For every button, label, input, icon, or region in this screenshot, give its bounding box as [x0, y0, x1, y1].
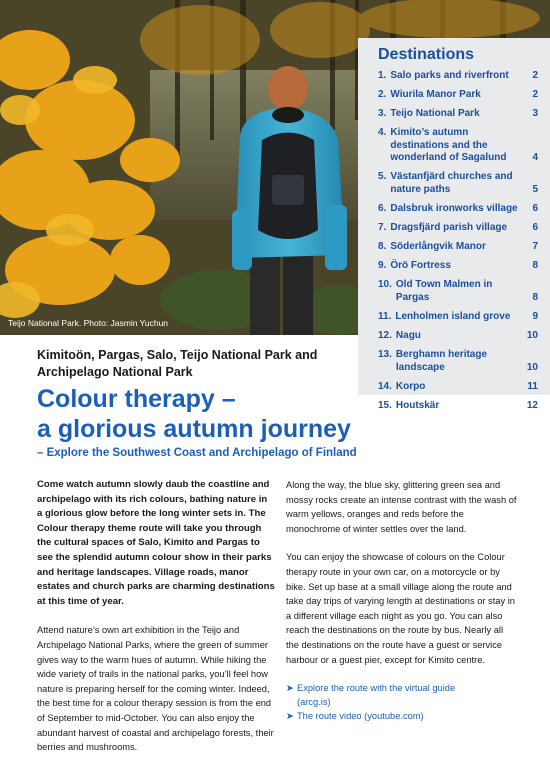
destination-item[interactable]: 7. Dragsfjärd parish village 6 [378, 222, 538, 234]
destination-item[interactable]: 4. Kimito’s autumn destinations and the wonderland of Sagalund 4 [378, 127, 538, 164]
destination-item[interactable]: 8. Söderlångvik Manor 7 [378, 241, 538, 253]
virtual-guide-link[interactable]: ➤ Explore the route with the virtual guide (arcg.is) [286, 683, 456, 708]
destinations-heading: Destinations [378, 46, 475, 63]
title-line-1: Colour therapy – [37, 385, 236, 413]
destinations-box [358, 38, 550, 411]
body-paragraph: Attend nature’s own art exhibition in the Teijo and Archipelago National Parks, where the green of summer gives way to the warm hues of autumn. While hiking the wide variety of trails in the national parks, you’ll feel how nature is preparing herself for the coming winter. Indeed, the best time for a colour therapy session is from the end of September to mid-October. You can also enjoy the abundant harvest of coastal and archipelago forests, their berries and mushrooms. [37, 625, 274, 753]
destination-item[interactable]: 13. Berghamn heritage landscape 10 [378, 349, 538, 373]
route-video-link[interactable]: ➤ The route video (youtube.com) [286, 711, 424, 722]
tagline: – Explore the Southwest Coast and Archipelago of Finland [37, 447, 357, 459]
destination-item[interactable]: 12. Nagu 10 [378, 330, 538, 342]
destination-item[interactable]: 2. Wiurila Manor Park 2 [378, 89, 538, 101]
destination-item[interactable]: 14. Korpo 11 [378, 380, 538, 392]
right-column [286, 478, 518, 723]
destination-item[interactable]: 3. Teijo National Park 3 [378, 108, 538, 120]
body-paragraph: Along the way, the blue sky, glittering green sea and mossy rocks create an intense contrast with the wash of warm yellows, oranges and reds before the monochrome of winter settles over the land. [286, 480, 517, 534]
body-paragraph: You can enjoy the showcase of colours on the Colour therapy route in your own car, on a motorcycle or by bike. Set up base at a small village along the route and take day trips of varying length at destinations or stay in a different village each night as you go. You can also reach the destinations on the route by bus. Nearly all the destinations on the route have a guest or service harbour or a guest pier, except for Kimito centre. [286, 552, 515, 665]
destination-item[interactable]: 15. Houtskär 12 [378, 399, 538, 411]
destinations-list [378, 70, 538, 412]
arrow-right-icon: ➤ [286, 683, 294, 694]
left-column [37, 478, 275, 769]
destination-item[interactable]: 9. Örö Fortress 8 [378, 260, 538, 272]
arrow-right-icon: ➤ [286, 711, 294, 722]
destination-item[interactable]: 6. Dalsbruk ironworks village 6 [378, 202, 538, 214]
title-line-2: a glorious autumn journey [37, 415, 351, 443]
destination-item[interactable]: 5. Västanfjärd churches and nature paths 5 [378, 171, 538, 195]
destination-item[interactable]: 11. Lenholmen island grove 9 [378, 310, 538, 322]
destination-item[interactable]: 10. Old Town Malmen in Pargas 8 [378, 279, 538, 303]
destination-item[interactable]: 1. Salo parks and riverfront 2 [378, 70, 538, 81]
locations-subtitle: Kimitoön, Pargas, Salo, Teijo National Park and Archipelago National Park [37, 348, 318, 379]
photo-caption: Teijo National Park. Photo: Jasmin Yuchun [8, 318, 169, 328]
link-list [286, 681, 518, 723]
page-title [37, 384, 351, 444]
intro-paragraph: Come watch autumn slowly daub the coastline and archipelago with its rich colours, bathing nature in a glorious glow before the long winter sets in. The Colour therapy theme route will take you through the cultural spaces of Salo, Kimito and Pargas to see the splendid autumn colour show in their parks and heritage landscapes. Village roads, manor estates and church parks are charming destinations at this time of year. [37, 479, 275, 607]
